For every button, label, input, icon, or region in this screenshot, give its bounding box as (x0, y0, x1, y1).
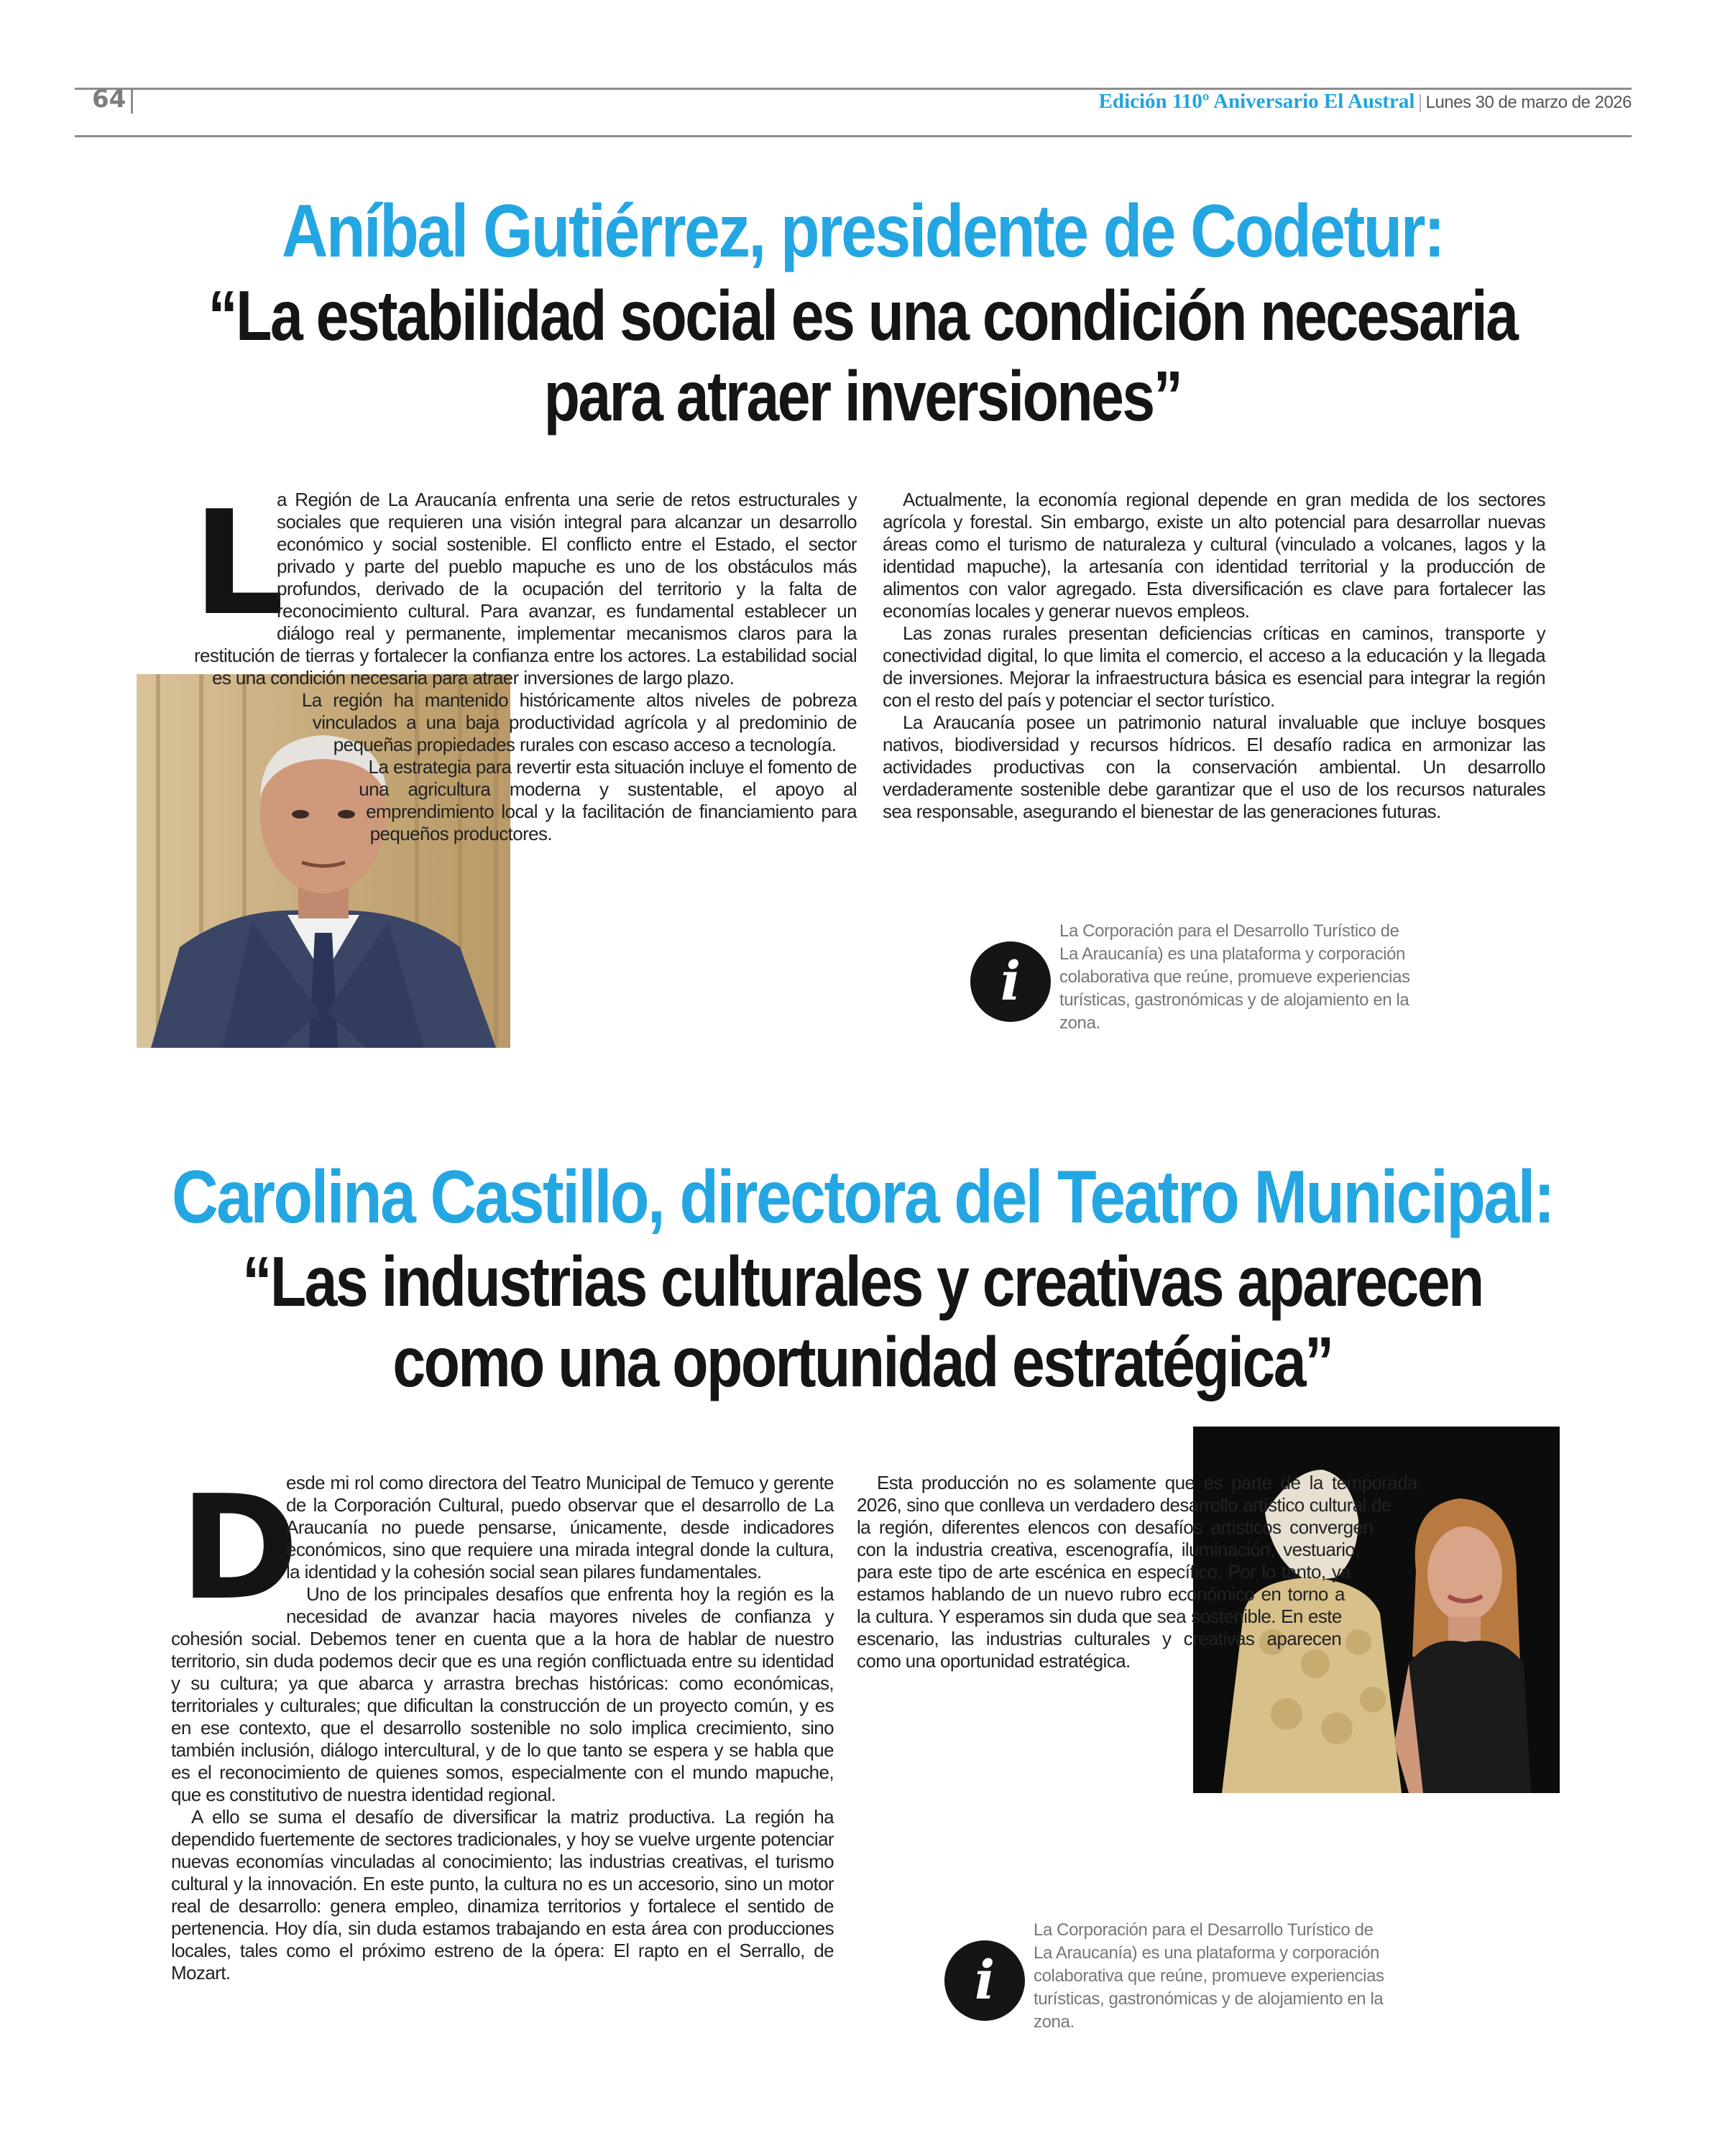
article2-column-right (857, 1472, 1519, 1846)
article1-column-left (193, 480, 857, 1021)
article2-title-line2: como una oportunidad estratégica” (392, 1322, 1333, 1401)
article2-title-line1: “Las industrias culturales y creativas aparecen (242, 1242, 1483, 1321)
dropcap-spacer (194, 489, 277, 632)
article1-info-text: La Corporación para el Desarrollo Turístico de La Araucanía) es una plataforma y corporación colaborativa que reúne, promueve experiencias turísticas, gastronómicas y de alojamiento en la zona. (1059, 921, 1410, 1033)
article1-paragraph-6: La Araucanía posee un patrimonio natural invaluable que incluye bosques nativos, biodiversidad y recursos hídricos. El desafío radica en armonizar las actividades productivas con la conservación ambiental. Un desarrollo verdaderamente sostenible debe garantizar que el uso de los recursos naturales sea responsable, asegurando el bienestar de las generaciones futuras. (883, 711, 1545, 822)
article1-paragraph-4: Actualmente, la economía regional depende en gran medida de los sectores agrícola y forestal. Sin embargo, existe un alto potencial para desarrollar nuevas áreas como el turismo de naturaleza y cultural (vinculado a volcanes, lagos y la identidad mapuche), la artesanía con identidad territorial y la producción de alimentos con valor agregado. Esta diversificación es clave para fortalecer las economías locales y generar nuevos empleos. (883, 489, 1545, 622)
info-icon: i (970, 941, 1051, 1022)
article1-column-right (883, 489, 1545, 823)
article2-info-text: La Corporación para el Desarrollo Turístico de La Araucanía) es una plataforma y corporación colaborativa que reúne, promueve experiencias turísticas, gastronómicas y de alojamiento en la zona. (1034, 1920, 1384, 2032)
edition-separator: | (1418, 91, 1422, 112)
article1-title-blue: Aníbal Gutiérrez, presidente de Codetur: (281, 190, 1444, 273)
article1-paragraph-3: La estrategia para revertir esta situación incluye el fomento de una agricultura moderna y sustentable, el apoyo al emprendimiento local y la facilitación de financiamiento para pequeños productores. (359, 756, 857, 844)
article2-column-left (171, 1465, 834, 1984)
article2-paragraph-1: esde mi rol como directora del Teatro Municipal de Temuco y gerente de la Corporación Cultural, puedo observar que el desarrollo de La Araucanía no puede pensarse, únicamente, desde indicadores económicos, sino que requiere una mirada integral donde la cultura, la identidad y la cohesión social sean pilares fundamentales. (286, 1472, 834, 1583)
article1-paragraph-1: a Región de La Araucanía enfrenta una serie de retos estructurales y sociales que requieren una visión integral para alcanzar un desarrollo económico y social sostenible. El conflicto entre el Estado, el sector privado y parte del pueblo mapuche es uno de los obstáculos más profundos, derivado de la ocupación del territorio y la falta de reconocimiento cultural. Para avanzar, es fundamental establecer un diálogo real y permanente, implementar mecanismos claros para la restitución de tierras y fortalecer la confianza entre los actores. La estabilidad social es una condición necesaria para atraer inversiones de largo plazo. (194, 489, 857, 688)
article2-dropcap: D (180, 1465, 300, 1632)
article1-paragraph-2: La región ha mantenido históricamente altos niveles de pobreza vinculados a una baja productividad agrícola y al predominio de pequeñas propiedades rurales con escaso acceso a tecnología. (301, 689, 857, 755)
edition-banner (1099, 90, 1632, 114)
article1-title-line2: para atraer inversiones” (543, 356, 1182, 436)
article1-dropcap: L (193, 480, 285, 648)
article1-paragraph-5: Las zonas rurales presentan deficiencias críticas en caminos, transporte y conectividad digital, lo que limita el comercio, el acceso a la educación y la llegada de inversiones. Mejorar la infraestructura básica es esencial para integrar la región con el resto del país y potenciar el sector turístico. (883, 622, 1545, 711)
article2-paragraph-3: A ello se suma el desafío de diversificar la matriz productiva. La región ha dependido fuertemente de sectores tradicionales, y hoy se vuelve urgente potenciar nuevas economías vinculadas al conocimiento; las industrias creativas, el turismo cultural y la innovación. En este punto, la cultura no es un accesorio, sino un motor real de desarrollo: genera empleo, dinamiza territorios y fortalece el sentido de pertenencia. Hoy día, sin duda estamos trabajando en esta área con producciones locales, tales como el próximo estreno de la ópera: El rapto en el Serrallo, de Mozart. (171, 1806, 834, 1984)
edition-date: Lunes 30 de marzo de 2026 (1425, 93, 1632, 112)
dropcap-spacer-2 (171, 1472, 286, 1616)
page-number-divider (131, 88, 133, 114)
article2-paragraph-4: Esta producción no es solamente que es parte de la temporada 2026, sino que conlleva un verdadero desarrollo artístico cultural de la región, diferentes elencos con desafíos artísticos convergen con la industria creativa, escenografía, iluminación, vestuario, para este tipo de arte escénica en específico. Por lo tanto, ya estamos hablando de un nuevo rubro económico en torno a la cultura. Y esperamos sin duda que sea sostenible. En este escenario, las industrias culturales y creativas aparecen como una oportunidad estratégica. (857, 1472, 1417, 1672)
article1-title-line1: “La estabilidad social es una condición necesaria (208, 276, 1517, 355)
article2-paragraph-2: Uno de los principales desafíos que enfrenta hoy la región es la necesidad de avanzar hacia mayores niveles de confianza y cohesión social. Debemos tener en cuenta que a la hora de hablar de nuestro territorio, sin duda podemos decir que es una región conflictuada entre su identidad y su cultura; ya que abarca y arrastra brechas históricas: como económicas, territoriales y culturales; que dificultan la construcción de un proyecto común, y es en ese contexto, que el desarrollo sostenible no solo implica crecimiento, sino también inclusión, diálogo intercultural, y de lo que tanto se espera y se habla que es el reconocimiento de quienes somos, especialmente con el mundo mapuche, que es constitutivo de nuestra identidad regional. (171, 1583, 834, 1805)
header-bottom-rule (75, 135, 1632, 137)
article2-title-blue: Carolina Castillo, directora del Teatro Municipal: (172, 1156, 1553, 1239)
edition-title: Edición 110º Aniversario El Austral (1098, 90, 1415, 113)
info-icon: i (944, 1940, 1025, 2021)
page-number: 64 (92, 85, 126, 114)
